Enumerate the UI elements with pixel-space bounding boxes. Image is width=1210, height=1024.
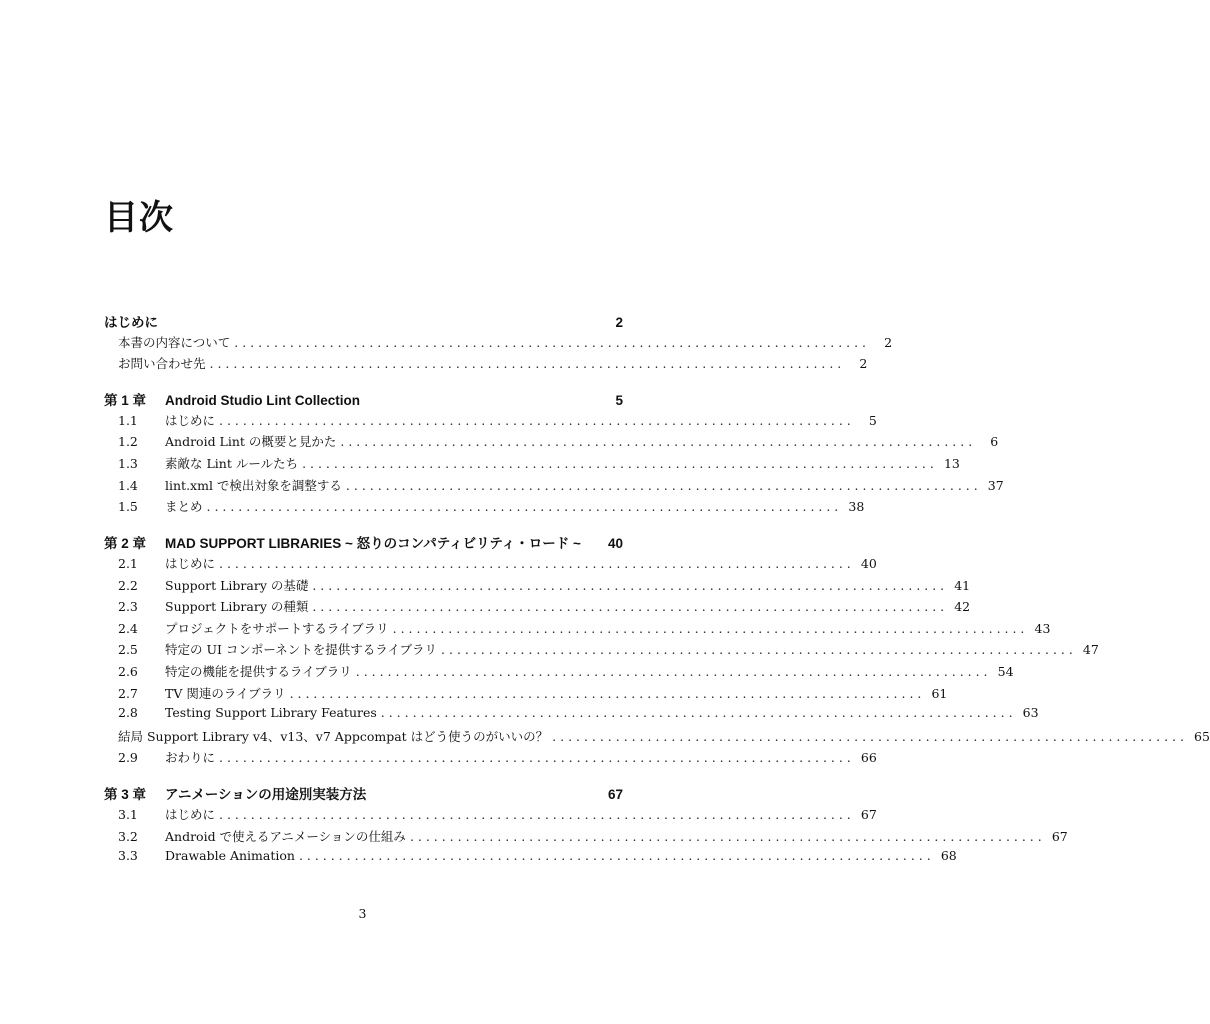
toc-chapter-entry[interactable]	[104, 783, 623, 805]
toc-section-entry[interactable]	[104, 454, 960, 476]
entry-title: lint.xml で検出対象を調整する	[165, 477, 342, 493]
entry-title: Support Library の種類	[165, 599, 309, 615]
dot-leader: . . . . . . . . . . . . . . . . . . . . . . . . . . . . . . . . . . . . . . . . . . . . . . . . . . . . . . . . . . . . . . . . . . . . . . . . . . . . . . . .	[219, 750, 851, 766]
toc-section-entry[interactable]	[104, 805, 877, 827]
entry-page-number: 2	[859, 356, 868, 372]
toc-section-entry[interactable]	[104, 411, 877, 433]
entry-number: 2.1	[118, 555, 138, 571]
entry-page-number: 41	[954, 577, 971, 593]
entry-page-number: 66	[860, 750, 877, 766]
entry-title: Android Studio Lint Collection	[165, 393, 360, 409]
entry-number: 1.1	[118, 412, 138, 428]
dot-leader: . . . . . . . . . . . . . . . . . . . . . . . . . . . . . . . . . . . . . . . . . . . . . . . . . . . . . . . . . . . . . . . . . . . . . . . . . . . . . . . .	[219, 555, 851, 571]
entry-number: 第 3 章	[104, 787, 147, 803]
toc-section-entry[interactable]	[104, 476, 1004, 498]
entry-title: TV 関連のライブラリ	[165, 685, 286, 701]
entry-page-number: 38	[848, 499, 865, 515]
dot-leader: . . . . . . . . . . . . . . . . . . . . . . . . . . . . . . . . . . . . . . . . . . . . . . . . . . . . . . . . . . . . . . . . . . . . . . . . . . . . . . . .	[345, 477, 978, 493]
toc-section-entry[interactable]	[104, 619, 1051, 641]
entry-page-number: 2	[615, 315, 623, 330]
entry-title: はじめに	[104, 315, 158, 330]
dot-leader: . . . . . . . . . . . . . . . . . . . . . . . . . . . . . . . . . . . . . . . . . . . . . . . . . . . . . . . . . . . . . . . . . . . . . . . . . . . . . . . .	[209, 356, 842, 372]
dot-leader: . . . . . . . . . . . . . . . . . . . . . . . . . . . . . . . . . . . . . . . . . . . . . . . . . . . . . . . . . . . . . . . . . . . . . . . . . . . . . . . .	[355, 663, 988, 679]
entry-number: 2.6	[118, 663, 138, 679]
toc-section-entry[interactable]	[104, 748, 877, 770]
entry-title: MAD SUPPORT LIBRARIES ~ 怒りのコンパティビリティ・ロード ~	[165, 536, 581, 552]
toc-section-entry[interactable]	[104, 333, 893, 355]
toc-section-entry[interactable]	[104, 827, 1068, 849]
toc-section-entry[interactable]	[104, 727, 1210, 749]
entry-title: Drawable Animation	[165, 848, 295, 864]
dot-leader: . . . . . . . . . . . . . . . . . . . . . . . . . . . . . . . . . . . . . . . . . . . . . . . . . . . . . . . . . . . . . . . . . . . . . . . . . . . . . . . .	[552, 728, 1184, 744]
entry-title: 本書の内容について	[118, 334, 231, 350]
entry-number: 2.3	[118, 599, 138, 615]
entry-page-number: 54	[997, 663, 1014, 679]
dot-leader: . . . . . . . . . . . . . . . . . . . . . . . . . . . . . . . . . . . . . . . . . . . . . . . . . . . . . . . . . . . . . . . . . . . . . . . . . . . . . . . .	[340, 434, 973, 450]
toc-section-entry[interactable]	[104, 597, 971, 619]
entry-title: はじめに	[165, 806, 216, 822]
dot-leader: . . . . . . . . . . . . . . . . . . . . . . . . . . . . . . . . . . . . . . . . . . . . . . . . . . . . . . . . . . . . . . . . . . . . . . . . . . . . . . . .	[219, 806, 851, 822]
entry-page-number: 6	[990, 434, 999, 450]
entry-number: 2.8	[118, 705, 138, 721]
toc-section-entry[interactable]	[104, 576, 971, 598]
dot-leader: . . . . . . . . . . . . . . . . . . . . . . . . . . . . . . . . . . . . . . . . . . . . . . . . . . . . . . . . . . . . . . . . . . . . . . . . . . . . . . . .	[289, 685, 922, 701]
entry-number: 3.2	[118, 828, 138, 844]
entry-title: Support Library の基礎	[165, 577, 309, 593]
entry-title: 結局 Support Library v4、v13、v7 Appcompat はどう使うのがいいの？	[118, 728, 549, 744]
dot-leader: . . . . . . . . . . . . . . . . . . . . . . . . . . . . . . . . . . . . . . . . . . . . . . . . . . . . . . . . . . . . . . . . . . . . . . . . . . . . . . . .	[302, 456, 934, 472]
entry-title: お問い合わせ先	[118, 356, 206, 372]
toc-section-entry[interactable]	[104, 554, 877, 576]
entry-page-number: 68	[940, 848, 957, 864]
toc-chapter-entry[interactable]	[104, 311, 623, 333]
entry-page-number: 2	[884, 334, 893, 350]
entry-page-number: 67	[860, 806, 877, 822]
toc-section-entry[interactable]	[104, 354, 868, 376]
entry-title: おわりに	[165, 750, 216, 766]
entry-number: 第 2 章	[104, 536, 147, 552]
entry-page-number: 43	[1034, 620, 1051, 636]
entry-page-number: 40	[860, 555, 877, 571]
entry-title: Testing Support Library Features	[165, 705, 377, 721]
dot-leader: . . . . . . . . . . . . . . . . . . . . . . . . . . . . . . . . . . . . . . . . . . . . . . . . . . . . . . . . . . . . . . . . . . . . . . . . . . . . . . . .	[392, 620, 1025, 636]
entry-title: Android で使えるアニメーションの仕組み	[165, 828, 406, 844]
toc-section-entry[interactable]	[104, 432, 999, 454]
entry-page-number: 13	[943, 456, 960, 472]
entry-page-number: 67	[607, 787, 623, 803]
dot-leader: . . . . . . . . . . . . . . . . . . . . . . . . . . . . . . . . . . . . . . . . . . . . . . . . . . . . . . . . . . . . . . . . . . . . . . . . . . . . . . . .	[298, 848, 931, 864]
entry-title: Android Lint の概要と見かた	[165, 434, 337, 450]
entry-number: 2.4	[118, 620, 138, 636]
toc-chapter-entry[interactable]	[104, 389, 623, 411]
dot-leader: . . . . . . . . . . . . . . . . . . . . . . . . . . . . . . . . . . . . . . . . . . . . . . . . . . . . . . . . . . . . . . . . . . . . . . . . . . . . . . . .	[312, 577, 945, 593]
entry-title: アニメーションの用途別実装方法	[165, 787, 367, 803]
toc-section-entry[interactable]	[104, 684, 948, 706]
entry-page-number: 40	[607, 536, 623, 552]
entry-number: 3.1	[118, 806, 138, 822]
entry-number: 第 1 章	[104, 393, 147, 409]
entry-number: 2.9	[118, 750, 138, 766]
entry-title: 特定の UI コンポーネントを提供するライブラリ	[165, 642, 438, 658]
dot-leader: . . . . . . . . . . . . . . . . . . . . . . . . . . . . . . . . . . . . . . . . . . . . . . . . . . . . . . . . . . . . . . . . . . . . . . . . . . . . . . . .	[219, 412, 851, 428]
entry-page-number: 37	[987, 477, 1004, 493]
entry-page-number: 63	[1022, 705, 1039, 721]
entry-page-number: 67	[1051, 828, 1068, 844]
entry-number: 2.7	[118, 685, 138, 701]
entry-number: 1.5	[118, 499, 138, 515]
toc-chapter-entry[interactable]	[104, 532, 623, 554]
entry-title: まとめ	[165, 499, 203, 515]
table-of-contents	[104, 311, 1210, 870]
dot-leader: . . . . . . . . . . . . . . . . . . . . . . . . . . . . . . . . . . . . . . . . . . . . . . . . . . . . . . . . . . . . . . . . . . . . . . . . . . . . . . . .	[206, 499, 839, 515]
entry-page-number: 5	[868, 412, 877, 428]
dot-leader: . . . . . . . . . . . . . . . . . . . . . . . . . . . . . . . . . . . . . . . . . . . . . . . . . . . . . . . . . . . . . . . . . . . . . . . . . . . . . . . .	[380, 705, 1013, 721]
entry-number: 1.3	[118, 456, 138, 472]
entry-title: 素敵な Lint ルールたち	[165, 456, 299, 472]
toc-section-entry[interactable]	[104, 640, 1099, 662]
entry-page-number: 65	[1194, 728, 1210, 744]
entry-number: 2.5	[118, 642, 138, 658]
toc-section-entry[interactable]	[104, 662, 1014, 684]
entry-number: 1.2	[118, 434, 138, 450]
page-title: 目次	[104, 198, 174, 238]
dot-leader: . . . . . . . . . . . . . . . . . . . . . . . . . . . . . . . . . . . . . . . . . . . . . . . . . . . . . . . . . . . . . . . . . . . . . . . . . . . . . . . .	[441, 642, 1073, 658]
entry-page-number: 5	[615, 393, 623, 409]
entry-page-number: 47	[1082, 642, 1099, 658]
entry-title: プロジェクトをサポートするライブラリ	[165, 620, 389, 636]
entry-number: 1.4	[118, 477, 138, 493]
dot-leader: . . . . . . . . . . . . . . . . . . . . . . . . . . . . . . . . . . . . . . . . . . . . . . . . . . . . . . . . . . . . . . . . . . . . . . . . . . . . . . . .	[234, 334, 867, 350]
entry-page-number: 42	[954, 599, 971, 615]
page-number: 3	[358, 906, 367, 921]
toc-section-entry[interactable]	[104, 497, 865, 519]
toc-section-entry[interactable]	[104, 705, 1039, 727]
entry-title: 特定の機能を提供するライブラリ	[165, 663, 352, 679]
toc-section-entry[interactable]	[104, 848, 957, 870]
entry-title: はじめに	[165, 412, 216, 428]
entry-number: 2.2	[118, 577, 138, 593]
dot-leader: . . . . . . . . . . . . . . . . . . . . . . . . . . . . . . . . . . . . . . . . . . . . . . . . . . . . . . . . . . . . . . . . . . . . . . . . . . . . . . . .	[409, 828, 1042, 844]
entry-number: 3.3	[118, 848, 138, 864]
entry-title: はじめに	[165, 555, 216, 571]
dot-leader: . . . . . . . . . . . . . . . . . . . . . . . . . . . . . . . . . . . . . . . . . . . . . . . . . . . . . . . . . . . . . . . . . . . . . . . . . . . . . . . .	[312, 599, 945, 615]
entry-page-number: 61	[931, 685, 948, 701]
